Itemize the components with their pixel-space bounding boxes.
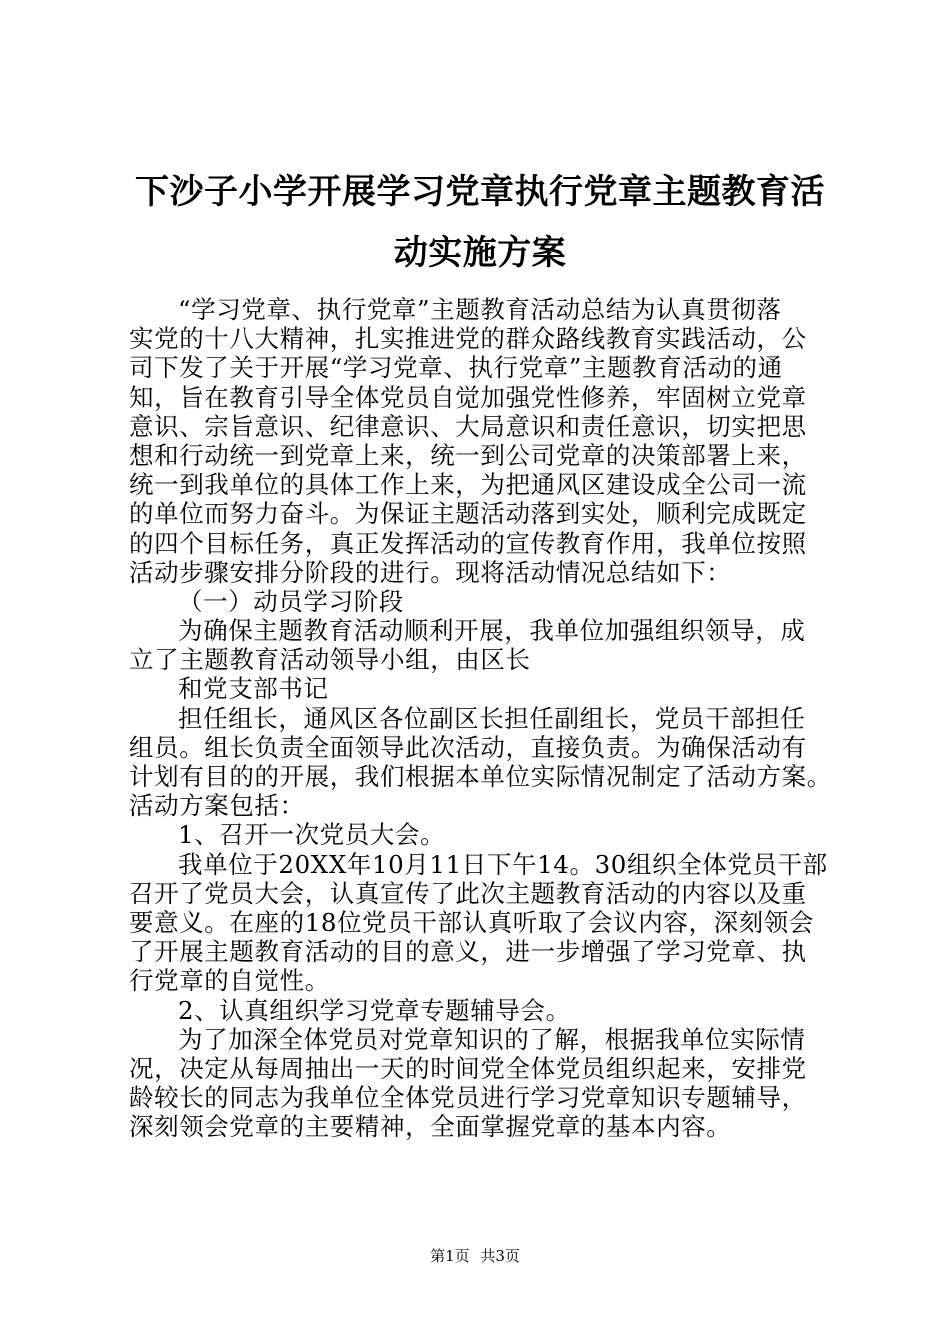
paragraph-line: 立了主题教育活动领导小组，由区长 xyxy=(129,645,531,675)
paragraph-line: 了开展主题教育活动的目的意义，进一步增强了学习党章、执 xyxy=(129,937,807,967)
list-item-heading: 2、认真组织学习党章专题辅导会。 xyxy=(178,995,571,1025)
list-item-heading: 1、召开一次党员大会。 xyxy=(178,820,446,850)
paragraph-line: 实党的十八大精神，扎实推进党的群众路线教育实践活动，公 xyxy=(129,324,807,354)
paragraph-line: 司下发了关于开展“学习党章、执行党章”主题教育活动的通 xyxy=(129,353,783,383)
paragraph-line: 我单位于20XX年10月11日下午14。30组织全体党员干部 xyxy=(178,849,828,879)
page-number: 第1页 xyxy=(430,1247,470,1265)
paragraph-line: 担任组长，通风区各位副区长担任副组长，党员干部担任 xyxy=(178,703,806,733)
paragraph-line: 的四个目标任务，真正发挥活动的宣传教育作用，我单位按照 xyxy=(129,528,807,558)
paragraph-line: “学习党章、执行党章”主题教育活动总结为认真贯彻落 xyxy=(178,295,782,324)
page-footer xyxy=(0,1246,950,1266)
paragraph-line: 想和行动统一到党章上来，统一到公司党章的决策部署上来， xyxy=(129,440,807,470)
paragraph-line: 意识、宗旨意识、纪律意识、大局意识和责任意识，切实把思 xyxy=(129,411,807,441)
paragraph-line: 况，决定从每周抽出一天的时间党全体党员组织起来，安排党 xyxy=(129,1053,807,1083)
paragraph-line: 行党章的自觉性。 xyxy=(129,966,330,996)
paragraph-line: 的单位而努力奋斗。为保证主题活动落到实处，顺利完成既定 xyxy=(129,499,807,529)
paragraph-line: 知，旨在教育引导全体党员自觉加强党性修养，牢固树立党章 xyxy=(129,382,807,412)
paragraph-line: 计划有目的的开展，我们根据本单位实际情况制定了活动方案。 xyxy=(129,762,832,791)
paragraph-line: 和党支部书记 xyxy=(178,674,329,704)
paragraph-line: 统一到我单位的具体工作上来，为把通风区建设成全公司一流 xyxy=(129,470,807,500)
paragraph-line: 龄较长的同志为我单位全体党员进行学习党章知识专题辅导， xyxy=(129,1083,807,1113)
paragraph-line: 活动方案包括： xyxy=(129,791,305,821)
document-body xyxy=(129,295,834,1141)
section-heading: （一）动员学习阶段 xyxy=(178,586,404,616)
paragraph-line: 组员。组长负责全面领导此次活动，直接负责。为确保活动有 xyxy=(129,732,807,762)
paragraph-line: 为确保主题教育活动顺利开展，我单位加强组织领导，成 xyxy=(178,616,806,646)
paragraph-line: 活动步骤安排分阶段的进行。现将活动情况总结如下： xyxy=(129,557,732,587)
paragraph-line: 深刻领会党章的主要精神，全面掌握党章的基本内容。 xyxy=(129,1112,732,1142)
page-total: 共3页 xyxy=(480,1247,520,1265)
paragraph-line: 为了加深全体党员对党章知识的了解，根据我单位实际情 xyxy=(178,1024,806,1054)
paragraph-line: 召开了党员大会，认真宣传了此次主题教育活动的内容以及重 xyxy=(129,878,807,908)
document-title: 下沙子小学开展学习党章执行党章主题教育活动实施方案 xyxy=(135,172,825,273)
paragraph-line: 要意义。在座的18位党员干部认真听取了会议内容，深刻领会 xyxy=(129,907,814,937)
